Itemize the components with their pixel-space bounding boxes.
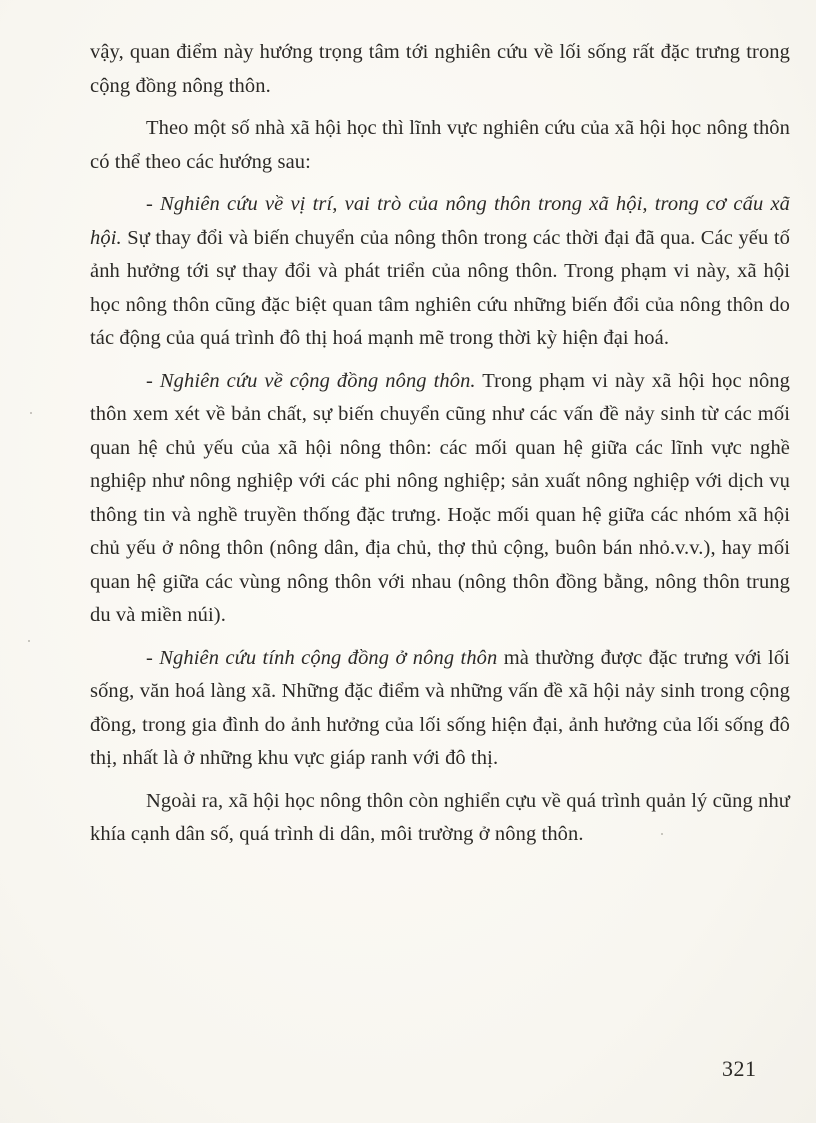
paragraph-lead: - Nghiên cứu tính cộng đồng ở nông thôn	[146, 646, 498, 669]
paragraph-other-topics	[90, 785, 790, 852]
scan-speck	[30, 412, 32, 414]
paragraph-text: Theo một số nhà xã hội học thì lĩnh vực nghiên cứu của xã hội học nông thôn có thể theo các hướng sau:	[90, 117, 790, 173]
paragraph-text: vậy, quan điểm này hướng trọng tâm tới nghiên cứu về lối sống rất đặc trưng trong cộng đồng nông thôn.	[90, 41, 790, 97]
paragraph-lead: - Nghiên cứu về cộng đồng nông thôn.	[146, 369, 476, 392]
paragraph-text: Trong phạm vi này xã hội học nông thôn xem xét về bản chất, sự biến chuyển cũng như các vấn đề nảy sinh từ các mối quan hệ chủ yếu của xã hội nông thôn: các mối quan hệ giữa các lĩnh vực nghề nghiệp như nông nghiệp với các phi nông nghiệp; sản xuất nông nghiệp với dịch vụ thông tin và nghề truyền thống đặc trưng. Hoặc mối quan hệ giữa các nhóm xã hội chủ yếu ở nông thôn (nông dân, địa chủ, thợ thủ cộng, buôn bán nhỏ.v.v.), hay mối quan hệ giữa các vùng nông thôn với nhau (nông thôn đồng bằng, nông thôn trung du và miền núi).	[90, 369, 790, 626]
paragraph-community	[90, 365, 790, 633]
paragraph-continuation	[90, 36, 790, 103]
scan-speck	[661, 833, 663, 835]
paragraph-position-role	[90, 188, 790, 356]
body-text	[90, 36, 790, 852]
paragraph-lead: - Nghiên cứu về vị trí, vai trò của nông thôn trong xã hội, trong cơ cấu xã hội.	[90, 193, 790, 249]
paragraph-community-nature	[90, 642, 790, 776]
scan-speck	[28, 640, 30, 642]
paragraph-text: Ngoài ra, xã hội học nông thôn còn nghiển cựu về quá trình quản lý cũng như khía cạnh dân số, quá trình di dân, môi trường ở nông thôn.	[90, 789, 791, 845]
paragraph-intro	[90, 112, 790, 179]
paragraph-text: mà thường được đặc trưng với lối sống, văn hoá làng xã. Những đặc điểm và những vấn đề xã hội nảy sinh trong cộng đồng, trong gia đình do ảnh hưởng của lối sống hiện đại, ảnh hưởng của lối sống đô thị, nhất là ở những khu vực giáp ranh với đô thị.	[90, 646, 790, 769]
paragraph-text: Sự thay đổi và biến chuyển của nông thôn trong các thời đại đã qua. Các yếu tố ảnh hưởng tới sự thay đổi và phát triển của nông thôn. Trong phạm vi này, xã hội học nông thôn cũng đặc biệt quan tâm nghiên cứu những biến đổi của nông thôn do tác động của quá trình đô thị hoá mạnh mẽ trong thời kỳ hiện đại hoá.	[90, 226, 790, 349]
page-number: 321	[722, 1056, 757, 1081]
